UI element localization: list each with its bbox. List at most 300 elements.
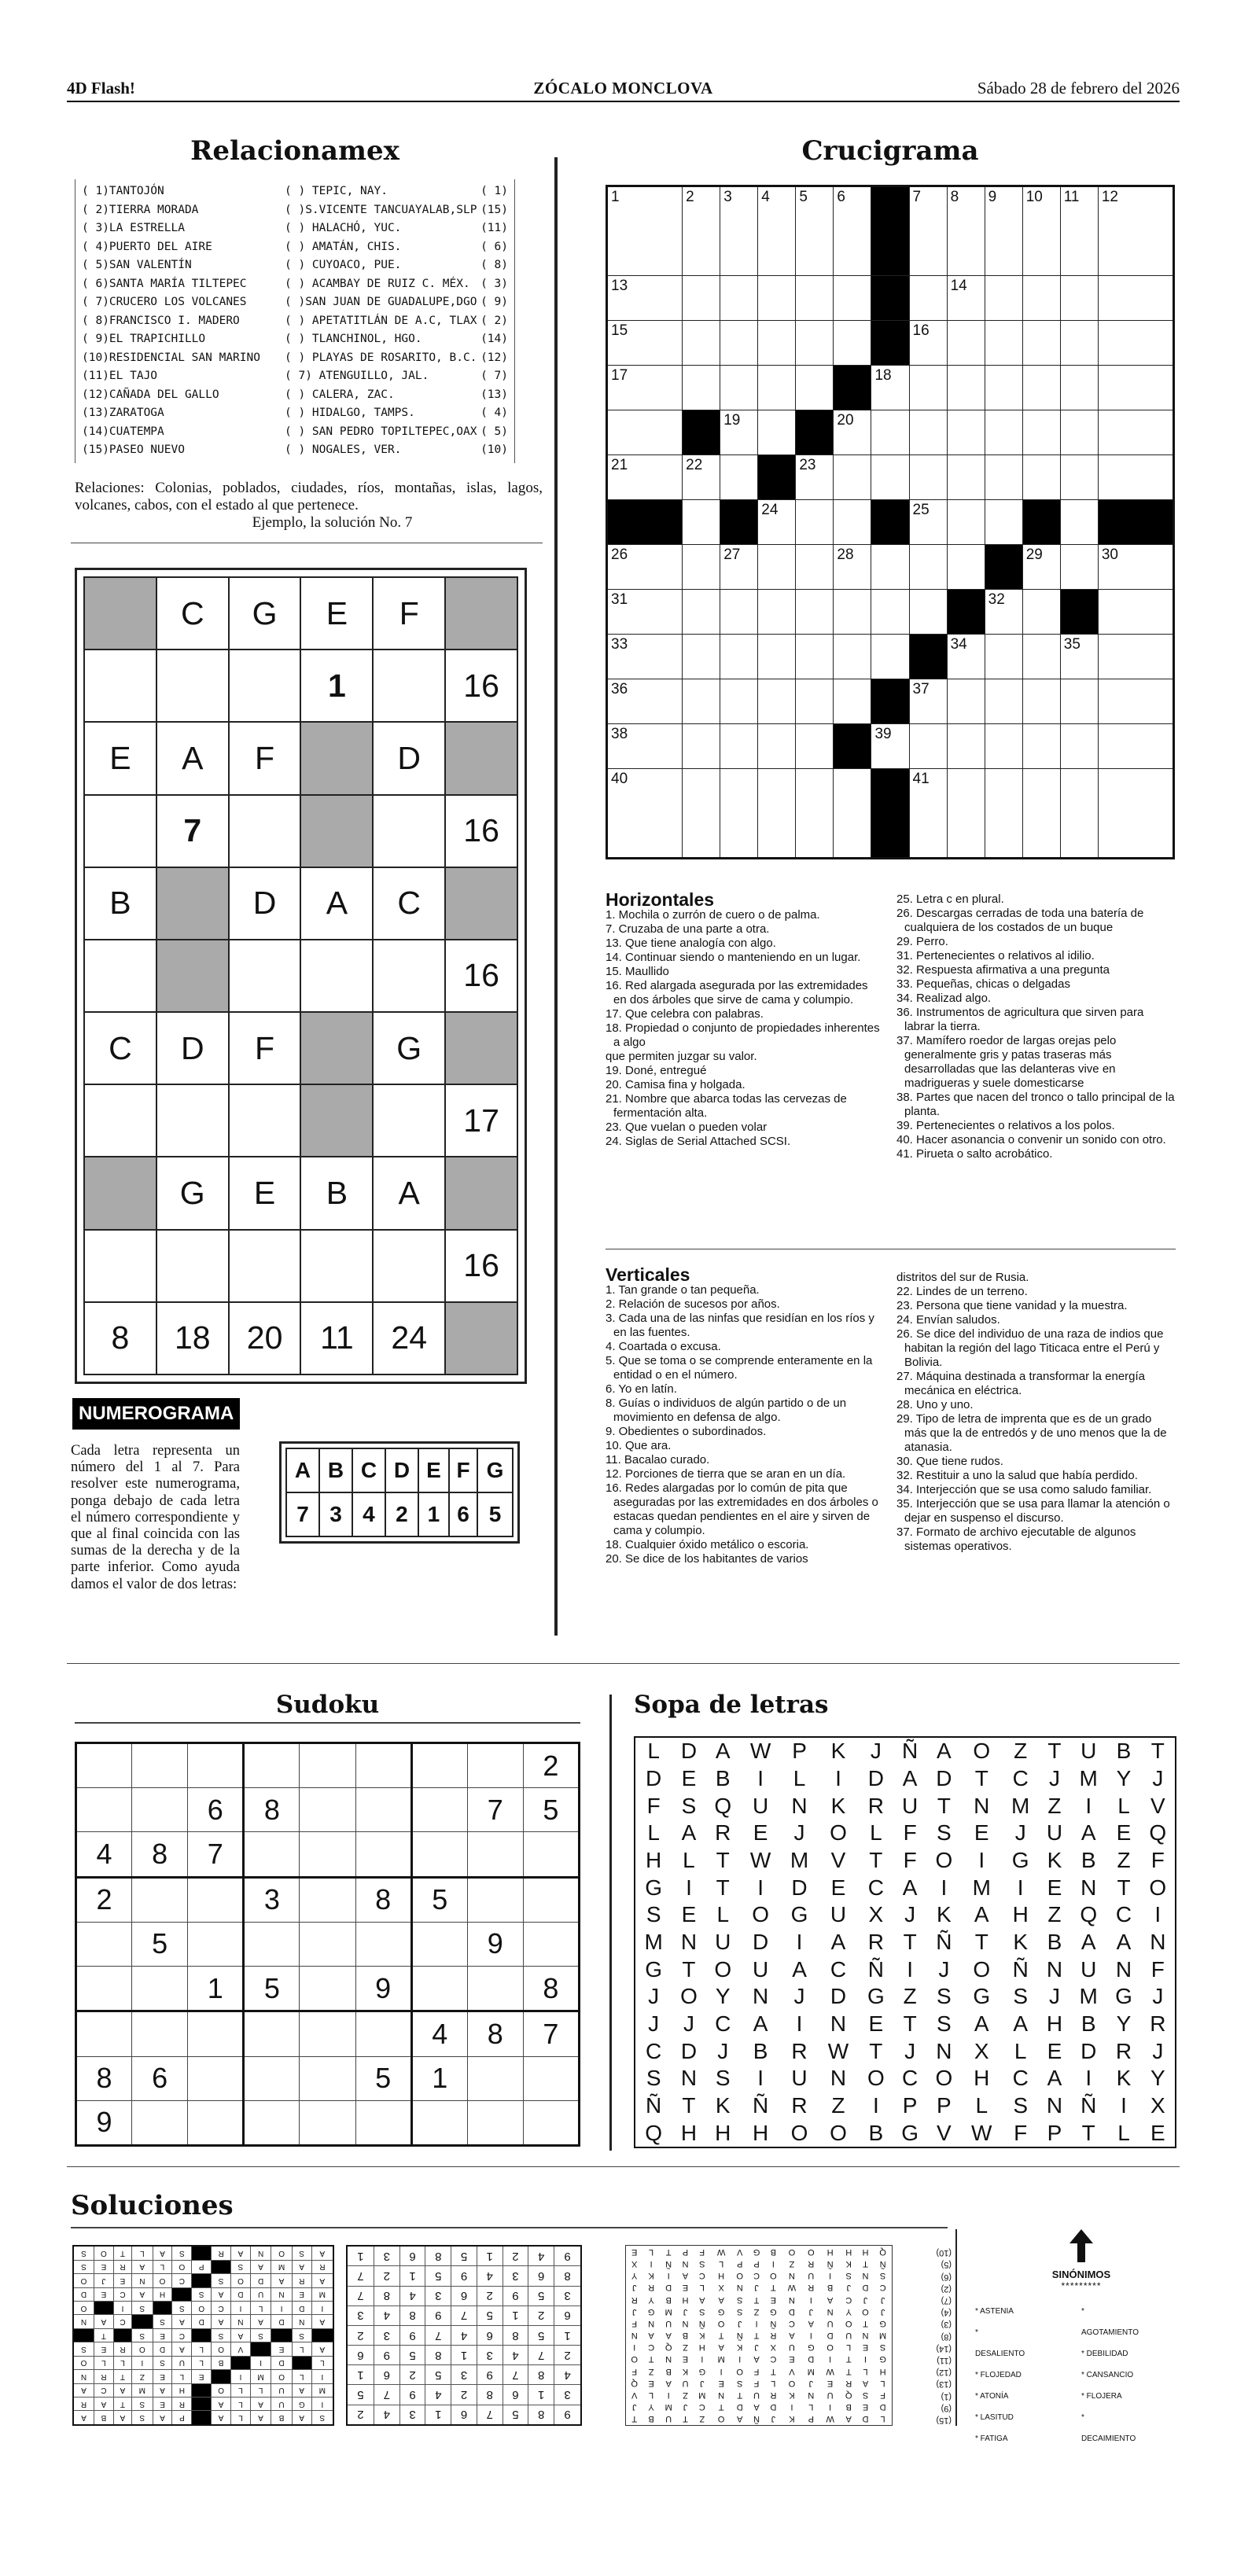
solution-letter: L (863, 2366, 868, 2376)
solution-cell (94, 2301, 113, 2314)
word-search-letter: S (1013, 1984, 1029, 2009)
crossword-cell (720, 590, 758, 635)
crossword-cell (607, 635, 683, 679)
sudoku-cell: 5 (355, 2056, 411, 2100)
relacionamex-item: ( 4)PUERTO DEL AIRE (82, 240, 212, 253)
crossword-cell (909, 545, 947, 590)
clue-number: 26 (611, 546, 628, 563)
numerograma-cell: A (300, 867, 373, 940)
crossword-cell (758, 679, 796, 724)
solution-cell: D (292, 2301, 311, 2314)
relacionamex-row (82, 238, 508, 257)
solution-cell: A (212, 2287, 231, 2301)
solution-letter: J (700, 2378, 705, 2388)
solution-letter: K (682, 2366, 689, 2376)
word-search-letter: S (646, 1902, 661, 1927)
word-search-letter: G (790, 1902, 808, 1927)
numerograma-cell (156, 867, 229, 940)
solution-cell: 6 (374, 2365, 400, 2385)
synonyms-left (975, 2301, 1081, 2449)
word-search-letter: X (974, 2038, 989, 2063)
relacionamex-solution (896, 2245, 952, 2426)
solution-cell: U (172, 2356, 192, 2369)
crossword-cell (985, 366, 1022, 410)
horizontal-clue: 7. Cruzaba de una parte a otra. (606, 922, 770, 936)
solution-letter: J (808, 2306, 814, 2317)
solution-letter: T (770, 2283, 776, 2293)
solution-cell: S (153, 2315, 172, 2328)
solution-cell: D (153, 2342, 172, 2356)
synonyms-stars: ********* (1061, 2280, 1102, 2291)
crossword-cell (909, 410, 947, 455)
word-search-letter: J (648, 1984, 660, 2009)
numerograma-cell (445, 1012, 517, 1084)
solution-cell: E (113, 2274, 131, 2287)
crossword-cell (1060, 769, 1098, 859)
crossword-cell (985, 545, 1022, 590)
word-search-letter: C (1012, 1765, 1029, 1790)
synonym-item: * ATONÍA (975, 2392, 1009, 2401)
solution-letter: T (845, 2354, 852, 2364)
word-search-letter: J (683, 2011, 694, 2036)
word-search-letter: T (869, 2038, 883, 2063)
word-search-letter: M (790, 1847, 809, 1872)
solution-cell: O (271, 2370, 292, 2383)
sudoku-cell (132, 2100, 188, 2145)
crossword-cell (607, 366, 683, 410)
word-search-letter: W (971, 2120, 992, 2145)
word-search-letter: A (1013, 2011, 1029, 2036)
solution-letter: I (829, 2271, 832, 2281)
solution-cell: 8 (425, 2346, 451, 2365)
word-search-letter: J (870, 1739, 882, 1764)
solution-cell: 2 (399, 2365, 425, 2385)
crossword-cell (834, 500, 871, 545)
crossword-cell (1022, 545, 1060, 590)
solution-cell: S (311, 2411, 333, 2425)
solution-cell: 5 (528, 2286, 554, 2306)
word-search-letter: G (645, 1956, 663, 1982)
crossword-cell (720, 321, 758, 366)
solution-cell (192, 2274, 212, 2287)
word-search-letter: C (830, 1956, 847, 1982)
solution-letter: H (879, 2366, 886, 2376)
solution-letter: Ñ (879, 2258, 886, 2269)
clue-number: 25 (912, 502, 930, 518)
horizontal-clue: 36. Instrumentos de agricultura que sirven para labrar la tierra. (896, 1006, 1144, 1033)
numerograma-cell: F (229, 722, 301, 794)
solution-letter: O (845, 2318, 852, 2328)
solution-letter: V (631, 2390, 638, 2401)
word-search-letter: T (903, 2011, 917, 2036)
sudoku-cell (467, 1743, 523, 1788)
solution-cell: A (250, 2260, 271, 2273)
word-search-letter: U (753, 1793, 769, 1818)
numerograma-cell (84, 650, 156, 722)
solution-cell: 8 (399, 2306, 425, 2325)
word-search-letter: K (830, 1793, 846, 1818)
word-search-letter: B (868, 2120, 884, 2145)
solution-letter: T (718, 2402, 724, 2412)
clue-number: 13 (611, 278, 628, 294)
sudoku-cell (467, 2100, 523, 2145)
sudoku-grid (75, 1742, 580, 2147)
solution-letter: Q (631, 2378, 638, 2388)
vertical-clue: 23. Persona que tiene vanidad y la muestra. (896, 1299, 1128, 1312)
vertical-clue: 5. Que se toma o se comprende enteramente en la entidad o en el número. (606, 1354, 873, 1382)
word-search-letter: B (1080, 1847, 1096, 1872)
solution-cell: E (153, 2397, 172, 2410)
crossword-cell (985, 724, 1022, 769)
crossword-cell (720, 724, 758, 769)
solution-letter: O (770, 2271, 777, 2281)
solution-cell: I (271, 2301, 292, 2314)
word-search-letter: K (715, 2092, 731, 2118)
numerograma-cell: A (156, 722, 229, 794)
word-search-letter: D (830, 1984, 847, 2009)
numerograma-cell (445, 722, 517, 794)
relacionamex-answer: (10) (936, 2248, 952, 2258)
word-search-letter: B (715, 1765, 731, 1790)
solution-cell: E (192, 2370, 212, 2383)
word-search-letter: T (1150, 1739, 1165, 1764)
horizontal-clue: 41. Pirueta o salto acrobático. (896, 1147, 1053, 1161)
synonym-item: * FLOJERA (1081, 2392, 1122, 2401)
relacionamex-row (82, 367, 508, 386)
relacionamex-answer: (6) (941, 2272, 952, 2282)
crossword-cell (1060, 366, 1098, 410)
numerograma-cell: 20 (229, 1302, 301, 1374)
numerograma-cell (445, 867, 517, 940)
word-search-letter: N (1080, 1875, 1097, 1900)
solution-cell: I (250, 2356, 271, 2369)
column-divider (609, 1695, 612, 2151)
horizontal-clue: 15. Maullido (606, 965, 669, 978)
word-search-letter: D (680, 2038, 698, 2063)
solution-letter: D (788, 2306, 795, 2317)
solution-cell: 9 (425, 2306, 451, 2325)
relacionamex-match: ( ) SAN PEDRO TOPILTEPEC,OAX (285, 425, 477, 438)
solution-letter: Q (845, 2390, 852, 2401)
crossword-cell (1022, 410, 1060, 455)
solution-cell: M (311, 2383, 333, 2397)
vertical-clues (606, 1264, 881, 1566)
word-search-letter: H (974, 2066, 990, 2091)
solution-letter: Y (648, 2402, 654, 2412)
solution-letter: V (737, 2247, 743, 2257)
word-search-letter: O (867, 2066, 885, 2091)
crossword-cell (834, 321, 871, 366)
crossword-cell (607, 321, 683, 366)
clue-number: 28 (837, 546, 854, 563)
solution-letter: B (826, 2283, 834, 2293)
word-search-letter: H (1012, 1902, 1029, 1927)
crossword-cell (985, 186, 1022, 276)
sudoku-cell (355, 2011, 411, 2056)
solution-letter: T (845, 2366, 852, 2376)
vertical-heading: Verticales (606, 1264, 690, 1285)
synonym-item: * DEBILIDAD (1081, 2350, 1128, 2358)
word-search-letter: N (791, 1793, 808, 1818)
clue-number: 18 (874, 367, 892, 384)
solution-cell (113, 2328, 131, 2342)
relacionamex-match: ( ) CUYOACO, PUE. (285, 259, 402, 271)
arrow-up-icon (1069, 2229, 1093, 2262)
solution-cell: M (311, 2287, 333, 2301)
crossword-cell (758, 500, 796, 545)
sudoku-cell (188, 2100, 244, 2145)
numerograma-cell (300, 940, 373, 1012)
solution-letter: N (826, 2306, 834, 2317)
solution-cell: 6 (347, 2346, 374, 2365)
sudoku-cell: 5 (523, 1788, 579, 1832)
word-search-letter: D (753, 1929, 769, 1954)
divider (67, 1663, 1180, 1664)
solution-cell: 9 (477, 2365, 503, 2385)
word-search-letter: I (978, 1847, 985, 1872)
word-search-letter: J (717, 2038, 729, 2063)
solution-cell: C (94, 2383, 113, 2397)
solution-letter: L (699, 2283, 705, 2293)
numerograma-cell: 1 (300, 650, 373, 722)
word-search-letter: T (682, 1956, 696, 1982)
relacionamex-match: ( ) CALERA, ZAC. (285, 388, 395, 401)
solution-letter: K (699, 2331, 705, 2341)
solution-cell: I (311, 2301, 333, 2314)
solution-cell: E (271, 2342, 292, 2356)
solution-letter: O (736, 2271, 743, 2281)
word-search-letter: I (757, 2066, 764, 2091)
numerograma-cell (373, 1230, 445, 1302)
sudoku-cell (300, 2100, 355, 2145)
solution-letter: J (683, 2402, 688, 2412)
solution-cell: S (172, 2301, 192, 2314)
solution-letter: T (683, 2414, 688, 2424)
solution-letter: A (808, 2318, 814, 2328)
solution-letter: P (808, 2414, 814, 2424)
solution-letter: B (665, 2366, 672, 2376)
solution-letter: S (737, 2294, 743, 2305)
clue-number: 21 (611, 457, 628, 473)
solution-letter: Z (683, 2342, 688, 2353)
solution-letter: G (770, 2306, 777, 2317)
solution-letter: J (863, 2294, 868, 2305)
crossword-cell (1060, 635, 1098, 679)
solution-cell: S (132, 2328, 153, 2342)
sudoku-cell (411, 1832, 467, 1877)
horizontal-clue: 29. Perro. (896, 935, 948, 948)
synonym-item: * ASTENIA (975, 2307, 1014, 2316)
solution-letter: A (648, 2331, 654, 2341)
crossword-cell (1098, 590, 1173, 635)
relacionamex-item: (10)RESIDENCIAL SAN MARINO (82, 351, 260, 364)
word-search-letter: P (1047, 2120, 1062, 2145)
solution-letter: L (846, 2342, 852, 2353)
solution-letter: O (788, 2247, 796, 2257)
word-search-letter: A (1116, 1929, 1132, 1954)
solution-cell: N (73, 2370, 94, 2383)
solution-cell: A (292, 2383, 311, 2397)
crossword-cell (683, 186, 720, 276)
word-search-letter: S (681, 1793, 697, 1818)
crossword-cell (796, 724, 834, 769)
vertical-clue: 22. Lindes de un terreno. (896, 1285, 1028, 1298)
solution-cell: L (192, 2356, 212, 2369)
sudoku-solution (346, 2245, 582, 2426)
solution-cell: 3 (451, 2365, 477, 2385)
solution-cell: N (271, 2287, 292, 2301)
relacionamex-number: ( 6) (480, 240, 508, 253)
solution-letter: M (664, 2402, 672, 2412)
sudoku-cell (300, 2056, 355, 2100)
key-cell: 4 (352, 1492, 385, 1536)
crossword-cell (871, 500, 909, 545)
issue-date: Sábado 28 de febrero del 2026 (977, 79, 1180, 98)
synonym-item: * FLOJEDAD (975, 2371, 1022, 2379)
horizontal-clue: 17. Que celebra con palabras. (606, 1007, 764, 1021)
sudoku-cell: 9 (76, 2100, 132, 2145)
solution-cell: A (113, 2411, 131, 2425)
solution-cell: S (231, 2260, 251, 2273)
word-search-letter: S (937, 1984, 952, 2009)
word-search-letter: E (1150, 2120, 1165, 2145)
solution-cell: 4 (477, 2266, 503, 2286)
solution-letter: X (631, 2258, 638, 2269)
crossword-solution (72, 2245, 334, 2426)
solution-letter: I (790, 2402, 793, 2412)
solution-letter: I (667, 2390, 670, 2401)
relacionamex-number: (10) (480, 443, 508, 456)
numerograma-cell: C (373, 867, 445, 940)
word-search-letter: T (974, 1765, 988, 1790)
synonym-item: * DESALIENTO (975, 2328, 1025, 2358)
solution-cell: G (292, 2397, 311, 2410)
word-search-letter: Q (645, 2120, 663, 2145)
relacionamex-item: ( 9)EL TRAPICHILLO (82, 333, 206, 345)
word-search-letter: T (1081, 2120, 1095, 2145)
column-divider (955, 2229, 957, 2426)
crossword-cell (796, 590, 834, 635)
solution-letter: C (698, 2271, 705, 2281)
solution-cell: 3 (347, 2306, 374, 2325)
solution-letter: N (862, 2331, 869, 2341)
solution-cell: E (292, 2287, 311, 2301)
horizontal-clue: 31. Pertenecientes o relativos al idilio. (896, 949, 1095, 962)
word-search-letter: U (1046, 1820, 1063, 1846)
relacionamex-title: Relacionamex (190, 135, 399, 167)
crossword-cell (871, 679, 909, 724)
crossword-cell (1060, 500, 1098, 545)
numerograma-cell: C (156, 577, 229, 650)
horizontal-clue: 25. Letra c en plural. (896, 892, 1004, 906)
solution-cell: L (231, 2411, 251, 2425)
sudoku-cell (244, 2056, 300, 2100)
sudoku-cell (76, 1922, 132, 1966)
vertical-clue: 29. Tipo de letra de imprenta que es de un grado más que la de entredós y de uno menos que la de atanasia. (896, 1412, 1167, 1454)
solution-letter: B (770, 2247, 777, 2257)
word-search-letter: C (867, 1875, 884, 1900)
clue-number: 4 (761, 189, 770, 205)
numerograma-cell (229, 795, 301, 867)
numerograma-cell (300, 722, 373, 794)
solution-cell: A (212, 2397, 231, 2410)
solution-cell: A (212, 2315, 231, 2328)
horizontal-clue: 37. Mamífero roedor de largas orejas pelo generalmente gris y patas traseras más desarrolladas que las delanteras vive en madrigueras y suele domesticarse (896, 1034, 1117, 1090)
crossword-cell (607, 276, 683, 321)
word-search-letter: N (974, 1793, 990, 1818)
solution-cell: 3 (554, 2385, 581, 2405)
crossword-cell (1060, 724, 1098, 769)
word-search-letter: L (793, 1765, 806, 1790)
word-search-letter: T (1047, 1739, 1062, 1764)
solution-cell: D (192, 2315, 212, 2328)
solution-cell: C (172, 2274, 192, 2287)
numerograma-cell (84, 577, 156, 650)
solution-cell: A (172, 2342, 192, 2356)
word-search-letter: Z (1047, 1902, 1062, 1927)
solution-letter: U (753, 2390, 760, 2401)
solution-cell: 6 (528, 2266, 554, 2286)
solution-letter: T (863, 2318, 868, 2328)
horizontal-clues (606, 889, 881, 1149)
solution-letter: U (788, 2342, 795, 2353)
solution-letter: U (808, 2271, 815, 2281)
solution-cell: E (94, 2260, 113, 2273)
crossword-cell (947, 590, 985, 635)
solution-cell: 1 (451, 2346, 477, 2365)
solution-letter: S (699, 2258, 705, 2269)
solution-letter: O (826, 2342, 834, 2353)
solution-cell: R (113, 2260, 131, 2273)
word-search-letter: X (868, 1902, 884, 1927)
relacionamex-row (82, 312, 508, 331)
solution-cell: A (292, 2411, 311, 2425)
vertical-clue: 2. Relación de sucesos por años. (606, 1297, 780, 1311)
crossword-cell (1098, 276, 1173, 321)
relacionamex-match: ( 7) ATENGUILLO, JAL. (285, 370, 429, 382)
solution-cell: O (192, 2301, 212, 2314)
crossword-cell (947, 366, 985, 410)
solution-cell: A (113, 2383, 131, 2397)
solution-cell: 4 (528, 2246, 554, 2266)
word-search-letter: P (792, 1739, 807, 1764)
solution-cell: S (132, 2411, 153, 2425)
word-search-letter: D (867, 1765, 884, 1790)
word-search-letter: A (792, 1956, 807, 1982)
crossword-cell (720, 769, 758, 859)
solution-cell: 8 (528, 2405, 554, 2425)
solution-cell (212, 2370, 231, 2383)
solution-cell: S (132, 2397, 153, 2410)
page-header (67, 77, 1180, 102)
word-search-letter: R (715, 1820, 731, 1846)
solution-letter: Z (753, 2306, 760, 2317)
solution-cell: 1 (425, 2405, 451, 2425)
solution-letter: G (753, 2247, 760, 2257)
solution-letter: T (737, 2390, 743, 2401)
crossword-cell (1098, 635, 1173, 679)
solution-letter: D (862, 2283, 869, 2293)
solution-cell: 3 (399, 2405, 425, 2425)
numerograma-cell (156, 1084, 229, 1157)
crossword-cell (985, 679, 1022, 724)
relacionamex-match: ( ) HIDALGO, TAMPS. (285, 407, 415, 419)
word-search-letter: F (1150, 1847, 1165, 1872)
word-search-letter: P (902, 2092, 918, 2118)
solution-letter: O (788, 2378, 796, 2388)
word-search-letter: N (1046, 2092, 1063, 2118)
relacionamex-row (82, 256, 508, 275)
